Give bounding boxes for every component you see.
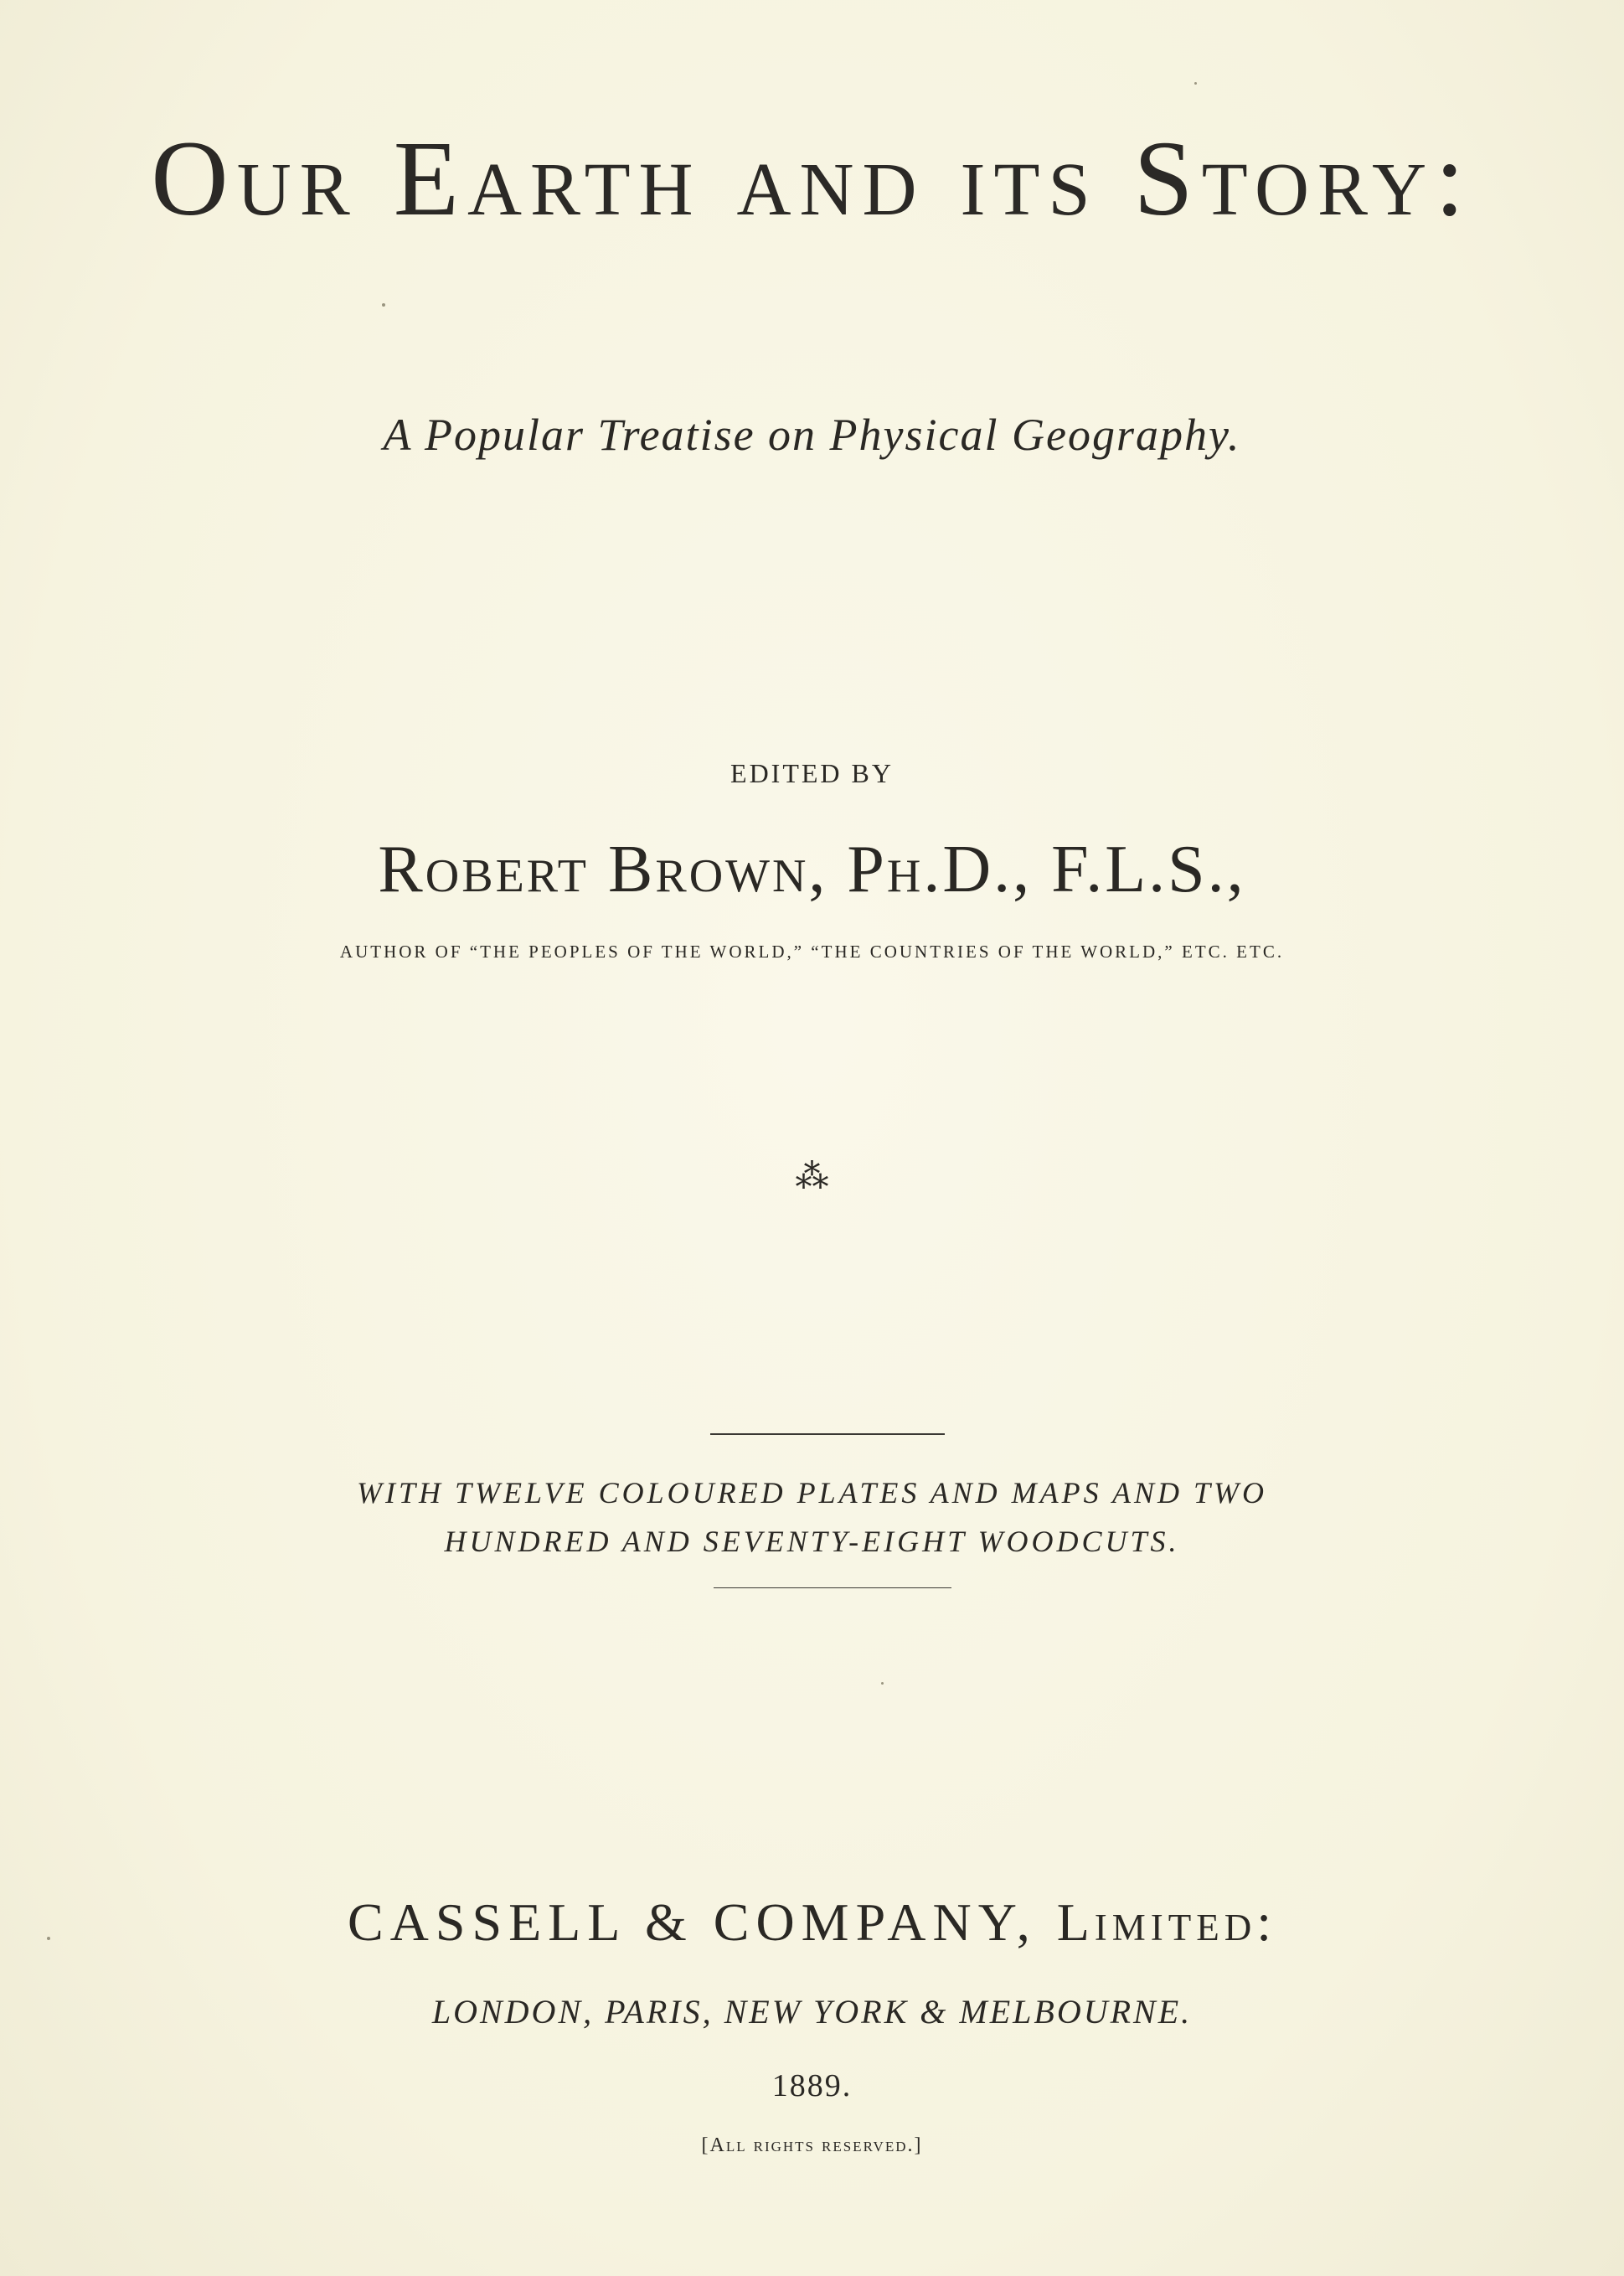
- paper-speck: [47, 1937, 50, 1940]
- paper-speck: [881, 1682, 884, 1685]
- publisher-places: LONDON, PARIS, NEW YORK & MELBOURNE.: [431, 1993, 1193, 2031]
- illustrations-note-line-2: HUNDRED AND SEVENTY-EIGHT WOODCUTS.: [444, 1525, 1180, 1558]
- publisher-name: CASSELL & COMPANY,: [347, 1892, 1037, 1952]
- top-divider-rule: [710, 1433, 945, 1435]
- editor-name: Robert Brown, Ph.D., F.L.S.,: [378, 833, 1246, 906]
- publication-year: 1889.: [771, 2068, 853, 2103]
- publisher: [0, 1892, 1624, 1953]
- rights-notice: [All rights reserved.]: [701, 2134, 923, 2156]
- illustrations-note-line-1: WITH TWELVE COLOURED PLATES AND MAPS AND TWO: [356, 1476, 1268, 1510]
- paper-speck: [382, 303, 385, 307]
- bottom-divider-rule: [714, 1587, 951, 1588]
- book-title: Our Earth and its Story:: [151, 119, 1473, 238]
- publisher-suffix: Limited:: [1056, 1892, 1277, 1952]
- edited-by-label: EDITED BY: [730, 758, 894, 788]
- illustrations-note: [0, 1468, 1624, 1566]
- book-subtitle: A Popular Treatise on Physical Geography.: [383, 410, 1241, 460]
- asterism-ornament-icon: ⁂: [795, 1158, 829, 1195]
- editor-credits: AUTHOR OF “THE PEOPLES OF THE WORLD,” “THE COUNTRIES OF THE WORLD,” ETC. ETC.: [339, 942, 1285, 962]
- paper-speck: [1194, 82, 1197, 85]
